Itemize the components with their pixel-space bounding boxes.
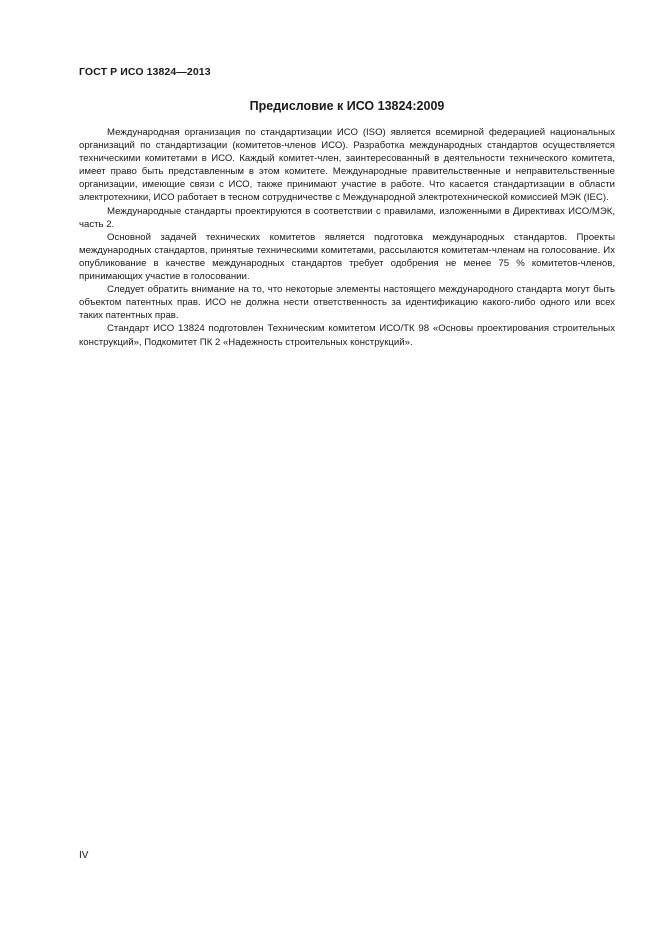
paragraph: Международная организация по стандартизации ИСО (ISO) является всемирной федерацией национальных организаций по стандартизации (комитетов-членов ИСО). Разработка международных стандартов осуществляется техническими комитетами в ИСО. Каждый комитет-член, заинтересованный в деятельности технического комитета, имеет право быть представленным в этом комитете. Международные правительственные и неправительственные организации, имеющие связи с ИСО, также принимают участие в работе. Что касается стандартизации в области электротехники, ИСО работает в тесном сотрудничестве с Международной электротехнической комиссией МЭК (IEC). xyxy=(79,127,615,204)
document-header-code: ГОСТ Р ИСО 13824—2013 xyxy=(79,66,211,78)
page-number: IV xyxy=(79,850,89,861)
paragraph: Стандарт ИСО 13824 подготовлен Техническим комитетом ИСО/ТК 98 «Основы проектирования строительных конструкций», Подкомитет ПК 2 «Надежность строительных конструкций». xyxy=(79,323,615,348)
paragraph: Международные стандарты проектируются в соответствии с правилами, изложенными в Директивах ИСО/МЭК, часть 2. xyxy=(79,205,615,230)
section-title: Предисловие к ИСО 13824:2009 xyxy=(249,99,445,113)
paragraph: Следует обратить внимание на то, что некоторые элементы настоящего международного стандарта могут быть объектом патентных прав. ИСО не должна нести ответственность за идентификацию какого-либо одного или всех таких патентных прав. xyxy=(79,284,615,322)
body-text xyxy=(79,126,615,349)
paragraph: Основной задачей технических комитетов является подготовка международных стандартов. Проекты международных стандартов, принятые техническими комитетами, рассылаются комитетам-членам на голосование. Их опубликование в качестве международных стандартов требует одобрения не менее 75 % комитетов-членов, принимающих участие в голосовании. xyxy=(79,231,615,283)
